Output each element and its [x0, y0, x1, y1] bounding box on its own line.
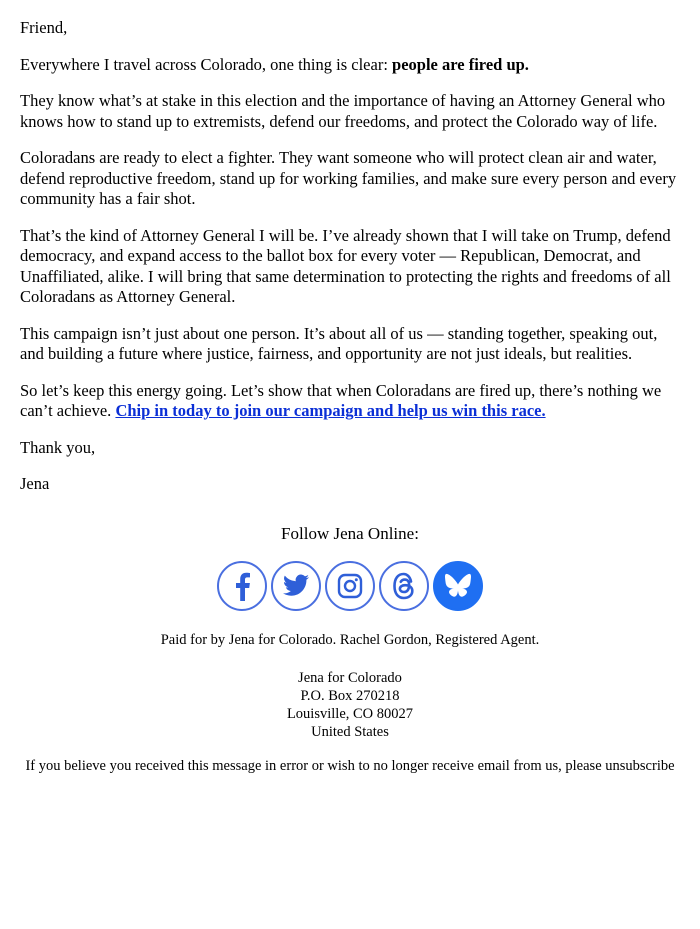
paragraph-4: That’s the kind of Attorney General I will be. I’ve already shown that I will take on Trump, defend democracy, and expand access to the ballot box for every voter — Republican, Democrat, and Unaffiliated, alike. I will bring that same determination to protecting the rights and freedoms of all Coloradans as Attorney General.: [20, 225, 671, 306]
paragraph-5: This campaign isn’t just about one person. It’s about all of us — standing together, speaking out, and building a future where justice, fairness, and opportunity are not just ideals, but realities.: [20, 323, 658, 363]
address-line: Louisville, CO 80027: [286, 705, 414, 722]
paid-for-disclaimer: Paid for by Jena for Colorado. Rachel Gordon, Registered Agent.: [160, 631, 540, 648]
signature: Jena: [20, 474, 50, 493]
address-line: P.O. Box 270218: [300, 687, 400, 704]
footer: [0, 631, 700, 775]
unsubscribe-text: If you believe you received this message in error or wish to no longer receive email from us, please: [25, 757, 602, 774]
bluesky-icon[interactable]: [433, 561, 483, 611]
paragraph-1-text: Everywhere I travel across Colorado, one thing is clear:: [20, 54, 393, 74]
instagram-icon[interactable]: [325, 561, 375, 611]
twitter-icon[interactable]: [271, 561, 321, 611]
mailing-address: [0, 669, 700, 741]
facebook-icon[interactable]: [217, 561, 267, 611]
unsubscribe-link[interactable]: unsubscribe: [605, 757, 675, 774]
paragraph-1: [20, 55, 680, 76]
threads-icon[interactable]: [379, 561, 429, 611]
follow-heading: Follow Jena Online:: [281, 523, 419, 543]
donate-link[interactable]: Chip in today to join our campaign and help us win this race.: [115, 401, 546, 420]
paragraph-2: They know what’s at stake in this election and the importance of having an Attorney General who knows how to stand up to extremists, defend our freedoms, and protect the Colorado way of life.: [20, 91, 666, 131]
greeting: Friend,: [20, 18, 68, 37]
unsubscribe-notice: [0, 757, 700, 775]
address-line: Jena for Colorado: [298, 669, 402, 686]
paragraph-6: [20, 381, 680, 422]
signoff: Thank you,: [20, 437, 96, 457]
address-line: United States: [311, 723, 389, 740]
social-icons: [0, 561, 700, 611]
paragraph-1-bold: people are fired up.: [392, 54, 529, 74]
paragraph-6-text: So let’s keep this energy going. Let’s show that when Coloradans are fired up, there’s nothing we can’t achieve.: [20, 380, 662, 420]
paragraph-3: Coloradans are ready to elect a fighter. They want someone who will protect clean air and water, defend reproductive freedom, stand up for working families, and make sure every person and every community has a fair shot.: [20, 148, 677, 208]
